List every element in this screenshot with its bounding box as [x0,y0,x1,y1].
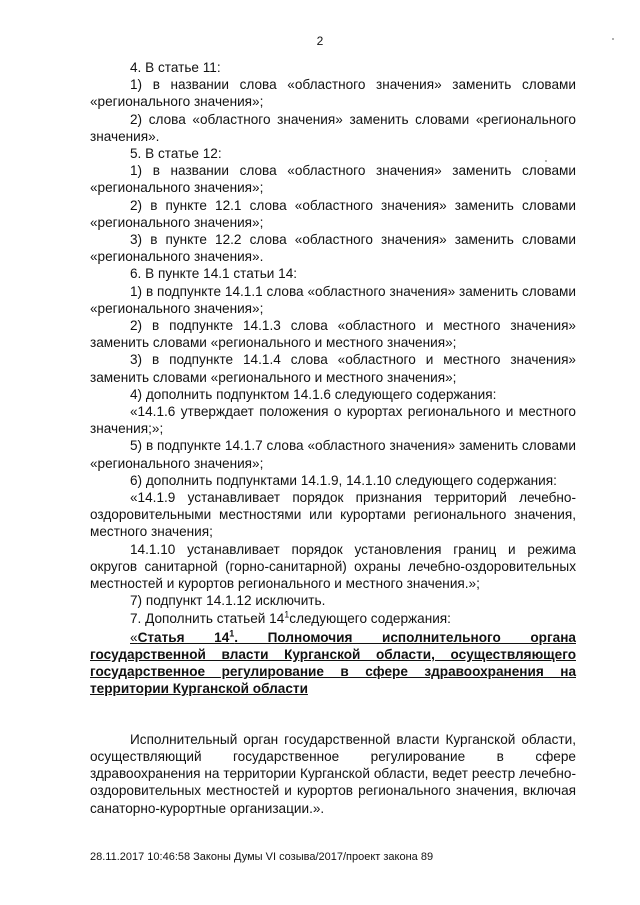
section-12-title: 5. В статье 12: [130,146,222,162]
quoted-subpoint: 14.1.10 устанавливает порядок установления границ и режима округов санитарной (горно-санитарной) охраны лечебно-оздоровительных местностей и курортов регионального и местного значения.»; [90,541,576,592]
list-item: 2) в пункте 12.1 слова «областного значения» заменить словами «регионального значения»; [90,197,576,230]
quoted-subpoint: «14.1.9 устанавливает порядок признания территорий лечебно-оздоровительными местностями или курортами регионального значения, местного значения; [90,490,576,540]
page-number: 2 [316,34,324,48]
list-item: 2) в подпункте 14.1.3 слова «областного и местного значения» заменить словами «регионального и местного значения»; [90,318,576,351]
list-item: 4) дополнить подпунктом 14.1.6 следующего содержания: [130,386,497,402]
list-item: 5) в подпункте 14.1.7 слова «областного значения» заменить словами «регионального значения»; [90,438,576,471]
list-item: 3) в пункте 12.2 слова «областного значения» заменить словами «регионального значения». [90,232,576,265]
section-11-title: 4. В статье 11: [130,60,221,75]
quoted-subpoint: «14.1.6 утверждает положения о курортах регионального и местного значения;»; [90,404,576,437]
footer: 28.11.2017 10:46:58 Законы Думы VI созыва/2017/проект закона 89 [90,851,434,863]
section-7-title: 7. Дополнить статьей $14^1следующего$ содержания: [130,608,451,626]
scan-speck [545,160,547,162]
list-item: 7) подпункт 14.1.12 исключить. [130,593,326,609]
list-item: 1) в названии слова «областного значения» заменить словами «регионального значения»; [90,163,576,196]
spacer [90,697,576,731]
section-14-title: 6. В пункте 14.1 статьи 14: [130,266,298,282]
scan-speck [612,38,614,40]
list-item: 3) в подпункте 14.1.4 слова «областного и местного значения» заменить словами «регионального и местного значения»; [90,352,576,385]
list-item: 6) дополнить подпунктами 14.1.9, 14.1.10 следующего содержания: [130,472,557,488]
list-item: 2) слова «областного значения» заменить словами «регионального значения». [90,111,576,144]
document-body [90,59,576,817]
article-body: Исполнительный орган государственной власти Курганской области, осуществляющий государственное регулирование в сфере здравоохранения на территории Курганской области, ведет реестр лечебно-оздоровительных местностей и курортов регионального значения, включая санаторно-курортные организации.». [90,731,576,816]
list-item: 1) в названии слова «областного значения» заменить словами «регионального значения»; [90,77,576,110]
list-item: 1) в подпункте 14.1.1 слова «областного значения» заменить словами «регионального значения»; [90,283,576,316]
article-heading: «Статья $14^1$. Полномочия исполнительного органа государственной власти Курганской области, осуществляющего государственное регулирование в сфере здравоохранения на территории Курганской области [90,628,576,696]
